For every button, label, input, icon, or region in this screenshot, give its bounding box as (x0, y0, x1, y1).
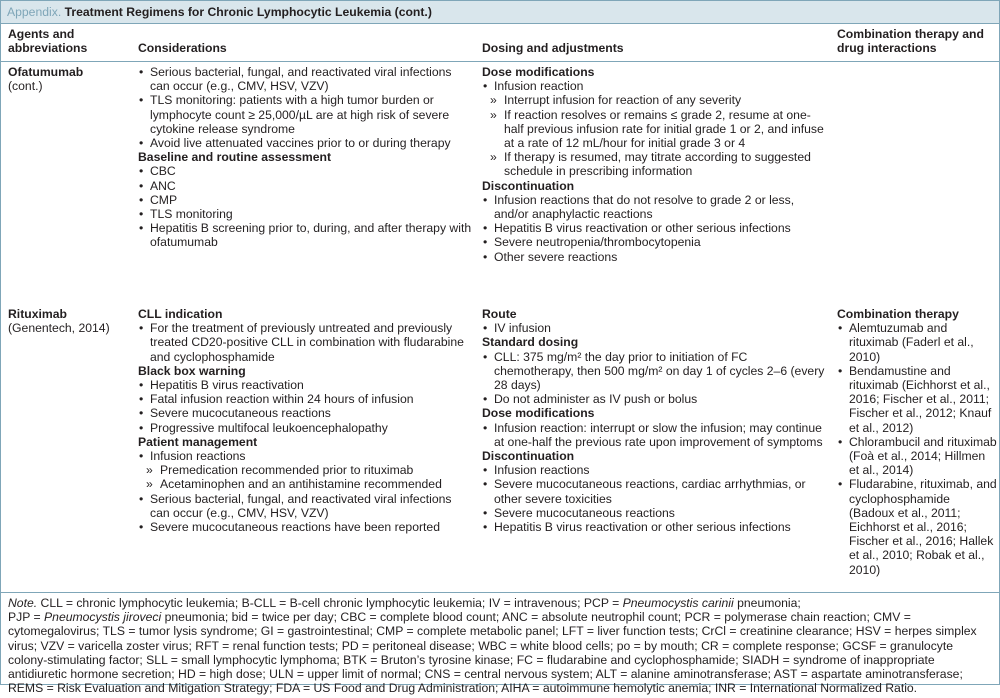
section-heading: Discontinuation (482, 449, 575, 464)
list-item: • TLS monitoring (138, 207, 473, 221)
agent-name: Rituximab (8, 307, 67, 321)
list-item: • Severe neutropenia/thrombocytopenia (482, 235, 828, 249)
section-heading: Black box warning (138, 363, 246, 378)
header-agents-line1: Agents and (8, 27, 75, 41)
list-item: • CMP (138, 193, 473, 207)
list-item: • Severe mucocutaneous reactions, cardiac arrhythmias, or other severe toxicities (482, 477, 828, 505)
dosing-cell (482, 65, 828, 264)
table-row-rituximab (1, 304, 999, 593)
title-text: Treatment Regimens for Chronic Lymphocytic Leukemia (cont.) (64, 5, 432, 19)
agent-note: (cont.) (8, 79, 43, 94)
list-item: • TLS monitoring: patients with a high tumor burden or lymphocyte count ≥ 25,000/µL are at high risk of severe cytokine release syndrome (138, 93, 473, 136)
list-item: • Fatal infusion reaction within 24 hours of infusion (138, 392, 473, 406)
list-item: • IV infusion (482, 321, 828, 335)
table-note (1, 593, 999, 698)
section-heading: Discontinuation (482, 178, 575, 193)
column-headers (1, 24, 999, 62)
section-heading: Combination therapy (837, 307, 959, 321)
list-item: • Progressive multifocal leukoencephalopathy (138, 421, 473, 435)
section-heading: Dose modifications (482, 406, 595, 421)
section-heading: Dose modifications (482, 65, 595, 79)
table-row-ofatumumab (1, 62, 999, 304)
list-item: • Infusion reaction: interrupt or slow the infusion; may continue at one-half the previous rate upon improvement of symptoms (482, 421, 828, 449)
list-item: • Severe mucocutaneous reactions have been reported (138, 520, 473, 534)
agent-note: (Genentech, 2014) (8, 321, 110, 336)
agent-cell (8, 65, 133, 93)
table-title (1, 1, 999, 24)
sub-list-item: » Premedication recommended prior to rituximab (138, 463, 473, 477)
list-item: • CBC (138, 164, 473, 178)
note-part2: pneumonia; (733, 596, 801, 610)
considerations-cell (138, 307, 473, 534)
note-part1: CLL = chronic lymphocytic leukemia; B-CLL = B-cell chronic lymphocytic leukemia; IV = intravenous; PCP = (40, 596, 623, 610)
list-item: • Infusion reactions (482, 463, 828, 477)
list-item: • Chlorambucil and rituximab (Foà et al., 2014; Hillmen et al., 2014) (837, 435, 997, 478)
header-combo (837, 27, 997, 55)
note-pjp: Pneumocystis jiroveci (44, 610, 162, 625)
header-agents-line2: abbreviations (8, 41, 88, 56)
list-item: • Hepatitis B virus reactivation or other serious infections (482, 520, 828, 534)
list-item: • Other severe reactions (482, 250, 828, 264)
agent-cell (8, 307, 133, 335)
combo-cell (837, 307, 997, 577)
header-dosing: Dosing and adjustments (482, 41, 624, 55)
note-part4: pneumonia; bid = twice per day; CBC = complete blood count; ANC = absolute neutrophil count; PCR = polymerase chain reaction; CMV = cytomegalovirus; TLS = tumor lysis syndrome; GI = gastrointestinal; CMP = complete metabolic panel; LFT = liver function tests; CrCl = creatinine clearance; HSV = herpes simplex virus; VZV = varicella zoster virus; RFT = renal function tests; PD = peritoneal disease; WBC = white blood cells; po = by mouth; CR = complete response; GCSF = granulocyte colony-stimulating factor; SLL = small lymphocytic lymphoma; BTK = Bruton’s tyrosine kinase; FC = fludarabine and cyclophosphamide; SIADH = syndrome of inappropriate antidiuretic hormone secretion; HD = high dose; ULN = upper limit of normal; CNS = central nervous system; ALT = alanine aminotransferase; AST = aspartate aminotransferase; REMS = Risk Evaluation and Mitigation Strategy; FDA = US Food and Drug Administration; AIHA = autoimmune hemolytic anemia; INR = International Normalized Ratio. (8, 610, 977, 696)
header-agents (8, 27, 133, 55)
list-item: • CLL: 375 mg/m² the day prior to initiation of FC chemotherapy, then 500 mg/m² on day 1 of cycles 2–6 (every 28 days) (482, 350, 828, 393)
sub-list-item: » If therapy is resumed, may titrate according to suggested schedule in prescribing information (482, 150, 828, 178)
list-item: • Fludarabine, rituximab, and cyclophosphamide (Badoux et al., 2011; Eichhorst et al., 2016; Fischer et al., 2016; Hallek et al., 2010; Robak et al., 2010) (837, 477, 997, 576)
list-item: • ANC (138, 179, 473, 193)
note-pcp: Pneumocystis carinii (622, 596, 734, 610)
sub-list-item: » Interrupt infusion for reaction of any severity (482, 93, 828, 107)
list-item: • Infusion reactions (138, 449, 473, 463)
list-item: • Hepatitis B virus reactivation or other serious infections (482, 221, 828, 235)
dosing-cell (482, 307, 828, 534)
section-heading: Baseline and routine assessment (138, 150, 332, 165)
list-item: • Serious bacterial, fungal, and reactivated viral infections can occur (e.g., CMV, HSV, VZV) (138, 65, 473, 93)
section-heading: CLL indication (138, 307, 223, 321)
sub-list-item: » Acetaminophen and an antihistamine recommended (138, 477, 473, 491)
title-prefix: Appendix. (7, 5, 62, 19)
list-item: • Infusion reactions that do not resolve to grade 2 or less, and/or anaphylactic reactions (482, 193, 828, 221)
list-item: • Bendamustine and rituximab (Eichhorst et al., 2016; Fischer et al., 2011; Fischer et al., 2012; Knauf et al., 2012) (837, 364, 997, 435)
section-heading: Patient management (138, 434, 258, 449)
list-item: • Hepatitis B screening prior to, during, and after therapy with ofatumumab (138, 221, 473, 249)
considerations-cell (138, 65, 473, 250)
list-item: • Avoid live attenuated vaccines prior to or during therapy (138, 136, 473, 150)
list-item: • Serious bacterial, fungal, and reactivated viral infections can occur (e.g., CMV, HSV, VZV) (138, 492, 473, 520)
list-item: • Infusion reaction (482, 79, 828, 93)
list-item: • For the treatment of previously untreated and previously treated CD20-positive CLL in combination with fludarabine and cyclophosphamide (138, 321, 473, 364)
note-part3: PJP = (8, 610, 45, 625)
sub-list-item: » If reaction resolves or remains ≤ grade 2, resume at one-half previous infusion rate for initial grade 1 or 2, and infuse at a rate of 12 mL/hour for initial grade 3 or 4 (482, 108, 828, 151)
agent-name: Ofatumumab (8, 65, 84, 79)
list-item: • Severe mucocutaneous reactions (482, 506, 828, 520)
header-combo-line1: Combination therapy and (837, 27, 984, 41)
header-combo-line2: drug interactions (837, 41, 937, 56)
list-item: • Alemtuzumab and rituximab (Faderl et al., 2010) (837, 321, 997, 364)
header-considerations: Considerations (138, 41, 227, 55)
section-heading: Standard dosing (482, 335, 579, 350)
list-item: • Hepatitis B virus reactivation (138, 378, 473, 392)
list-item: • Do not administer as IV push or bolus (482, 392, 828, 406)
section-heading: Route (482, 307, 517, 321)
list-item: • Severe mucocutaneous reactions (138, 406, 473, 420)
note-label: Note. (8, 596, 38, 610)
